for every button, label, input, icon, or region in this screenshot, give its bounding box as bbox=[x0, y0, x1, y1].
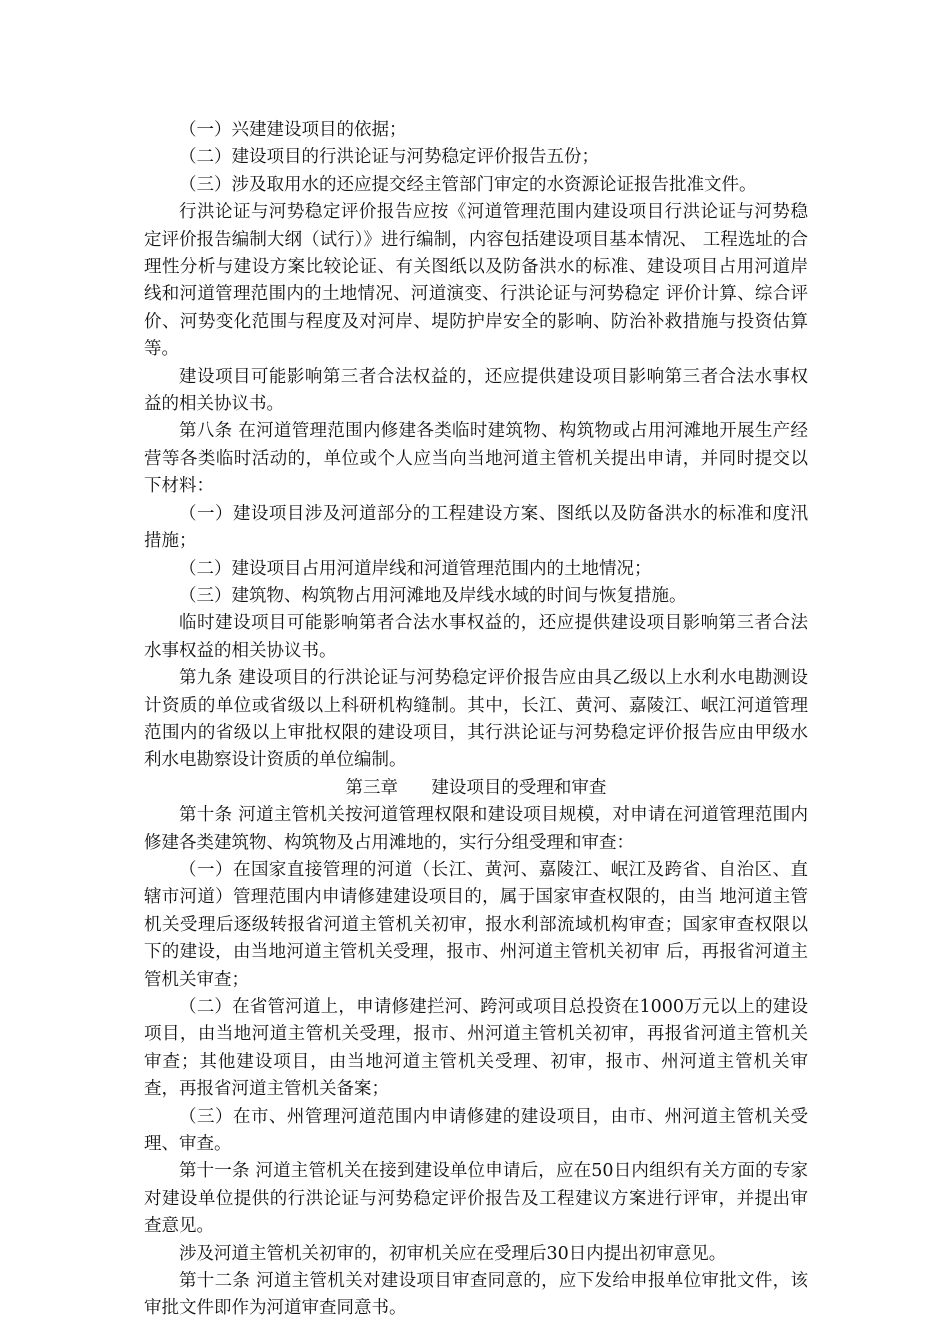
article-10: 第十条 河道主管机关按河道管理权限和建设项目规模，对申请在河道管理范围内修建各类建筑物、构筑物及占用滩地的，实行分组受理和审查： bbox=[144, 805, 808, 853]
paragraph-5: 建设项目可能影响第三者合法权益的，还应提供建设项目影响第三者合法水事权益的相关协议书。 bbox=[144, 366, 808, 415]
article-9: 第九条 建设项目的行洪论证与河势稳定评价报告应由具乙级以上水利水电勘测设计资质的单位或省级以上科研机构缝制。其中，长江、黄河、嘉陵江、岷江河道管理范围内的省级以上审批权限的建设项目，其行洪论证与河势稳定评价报告应由甲级水利水电勘察设计资质的单位编制。 bbox=[144, 668, 808, 771]
article-8: 第八条 在河道管理范围内修建各类临时建筑物、构筑物或占用河滩地开展生产经营等各类临时活动的，单位或个人应当向当地河道主管机关提出申请，并同时提交以下材料： bbox=[144, 421, 808, 497]
paragraph-2: （二）建设项目的行洪论证与河势稳定评价报告五份； bbox=[179, 147, 599, 168]
paragraph-preliminary-review: 涉及河道主管机关初审的，初审机关应在受理后30日内提出初审意见。 bbox=[179, 1243, 727, 1264]
paragraph-3: （三）涉及取用水的还应提交经主管部门审定的水资源论证报告批准文件。 bbox=[179, 174, 757, 195]
paragraph-1: （一）兴建建设项目的依据； bbox=[179, 120, 407, 140]
article-10-item-3: （三）在市、州管理河道范围内申请修建的建设项目，由市、州河道主管机关受理、审查。 bbox=[144, 1106, 808, 1155]
paragraph-4: 行洪论证与河势稳定评价报告应按《河道管理范围内建设项目行洪论证与河势稳定评价报告编制大纲（试行）》进行编制，内容包括建设项目基本情况、 工程选址的合理性分析与建设方案比较论证、有关图纸以及防备洪水的标准、建设项目占用河道岸线和河道管理范围内的土地情况、河道演变、行洪论证与河势稳定 评价计算、综合评价、河势变化范围与程度及对河岸、堤防护岸安全的影响、防治补救措施与投资估算等。 bbox=[144, 202, 808, 360]
chapter-heading: 第三章 建设项目的受理和审查 bbox=[345, 777, 607, 798]
article-11: 第十一条 河道主管机关在接到建设单位申请后，应在50日内组织有关方面的专家对建设单位提供的行洪论证与河势稳定评价报告及工程建议方案进行评审，并提出审查意见。 bbox=[144, 1161, 808, 1237]
document-page bbox=[144, 117, 808, 1323]
article-8-item-2: （二）建设项目占用河道岸线和河道管理范围内的土地情况； bbox=[179, 558, 652, 579]
paragraph-temporary: 临时建设项目可能影响第者合法水事权益的，还应提供建设项目影响第三者合法水事权益的相关协议书。 bbox=[144, 613, 808, 661]
article-12: 第十二条 河道主管机关对建设项目审查同意的，应下发给申报单位审批文件，该审批文件即作为河道审查同意书。 bbox=[144, 1271, 808, 1319]
article-10-item-1: （一）在国家直接管理的河道（长江、黄河、嘉陵江、岷江及跨省、自治区、直辖市河道）管理范围内申请修建建设项目的，属于国家审查权限的，由当 地河道主管机关受理后逐级转报省河道主管机关初审，报水利部流域机构审查；国家审查权限以下的建设，由当地河道主管机关受理，报市、州河道主管机关初审 后，再报省河道主管机关审查； bbox=[144, 859, 808, 990]
article-8-item-1: （一）建设项目涉及河道部分的工程建设方案、图纸以及防备洪水的标准和度汛措施； bbox=[144, 503, 808, 552]
article-10-item-2: （二）在省管河道上，申请修建拦河、跨河或项目总投资在1000万元以上的建设项目，由当地河道主管机关受理，报市、州河道主管机关初审，再报省河道主管机关审查；其他建设项目，由当地河道主管机关受理、初审，报市、州河道主管机关审查，再报省河道主管机关备案； bbox=[144, 997, 808, 1100]
article-8-item-3: （三）建筑物、构筑物占用河滩地及岸线水域的时间与恢复措施。 bbox=[179, 585, 687, 606]
